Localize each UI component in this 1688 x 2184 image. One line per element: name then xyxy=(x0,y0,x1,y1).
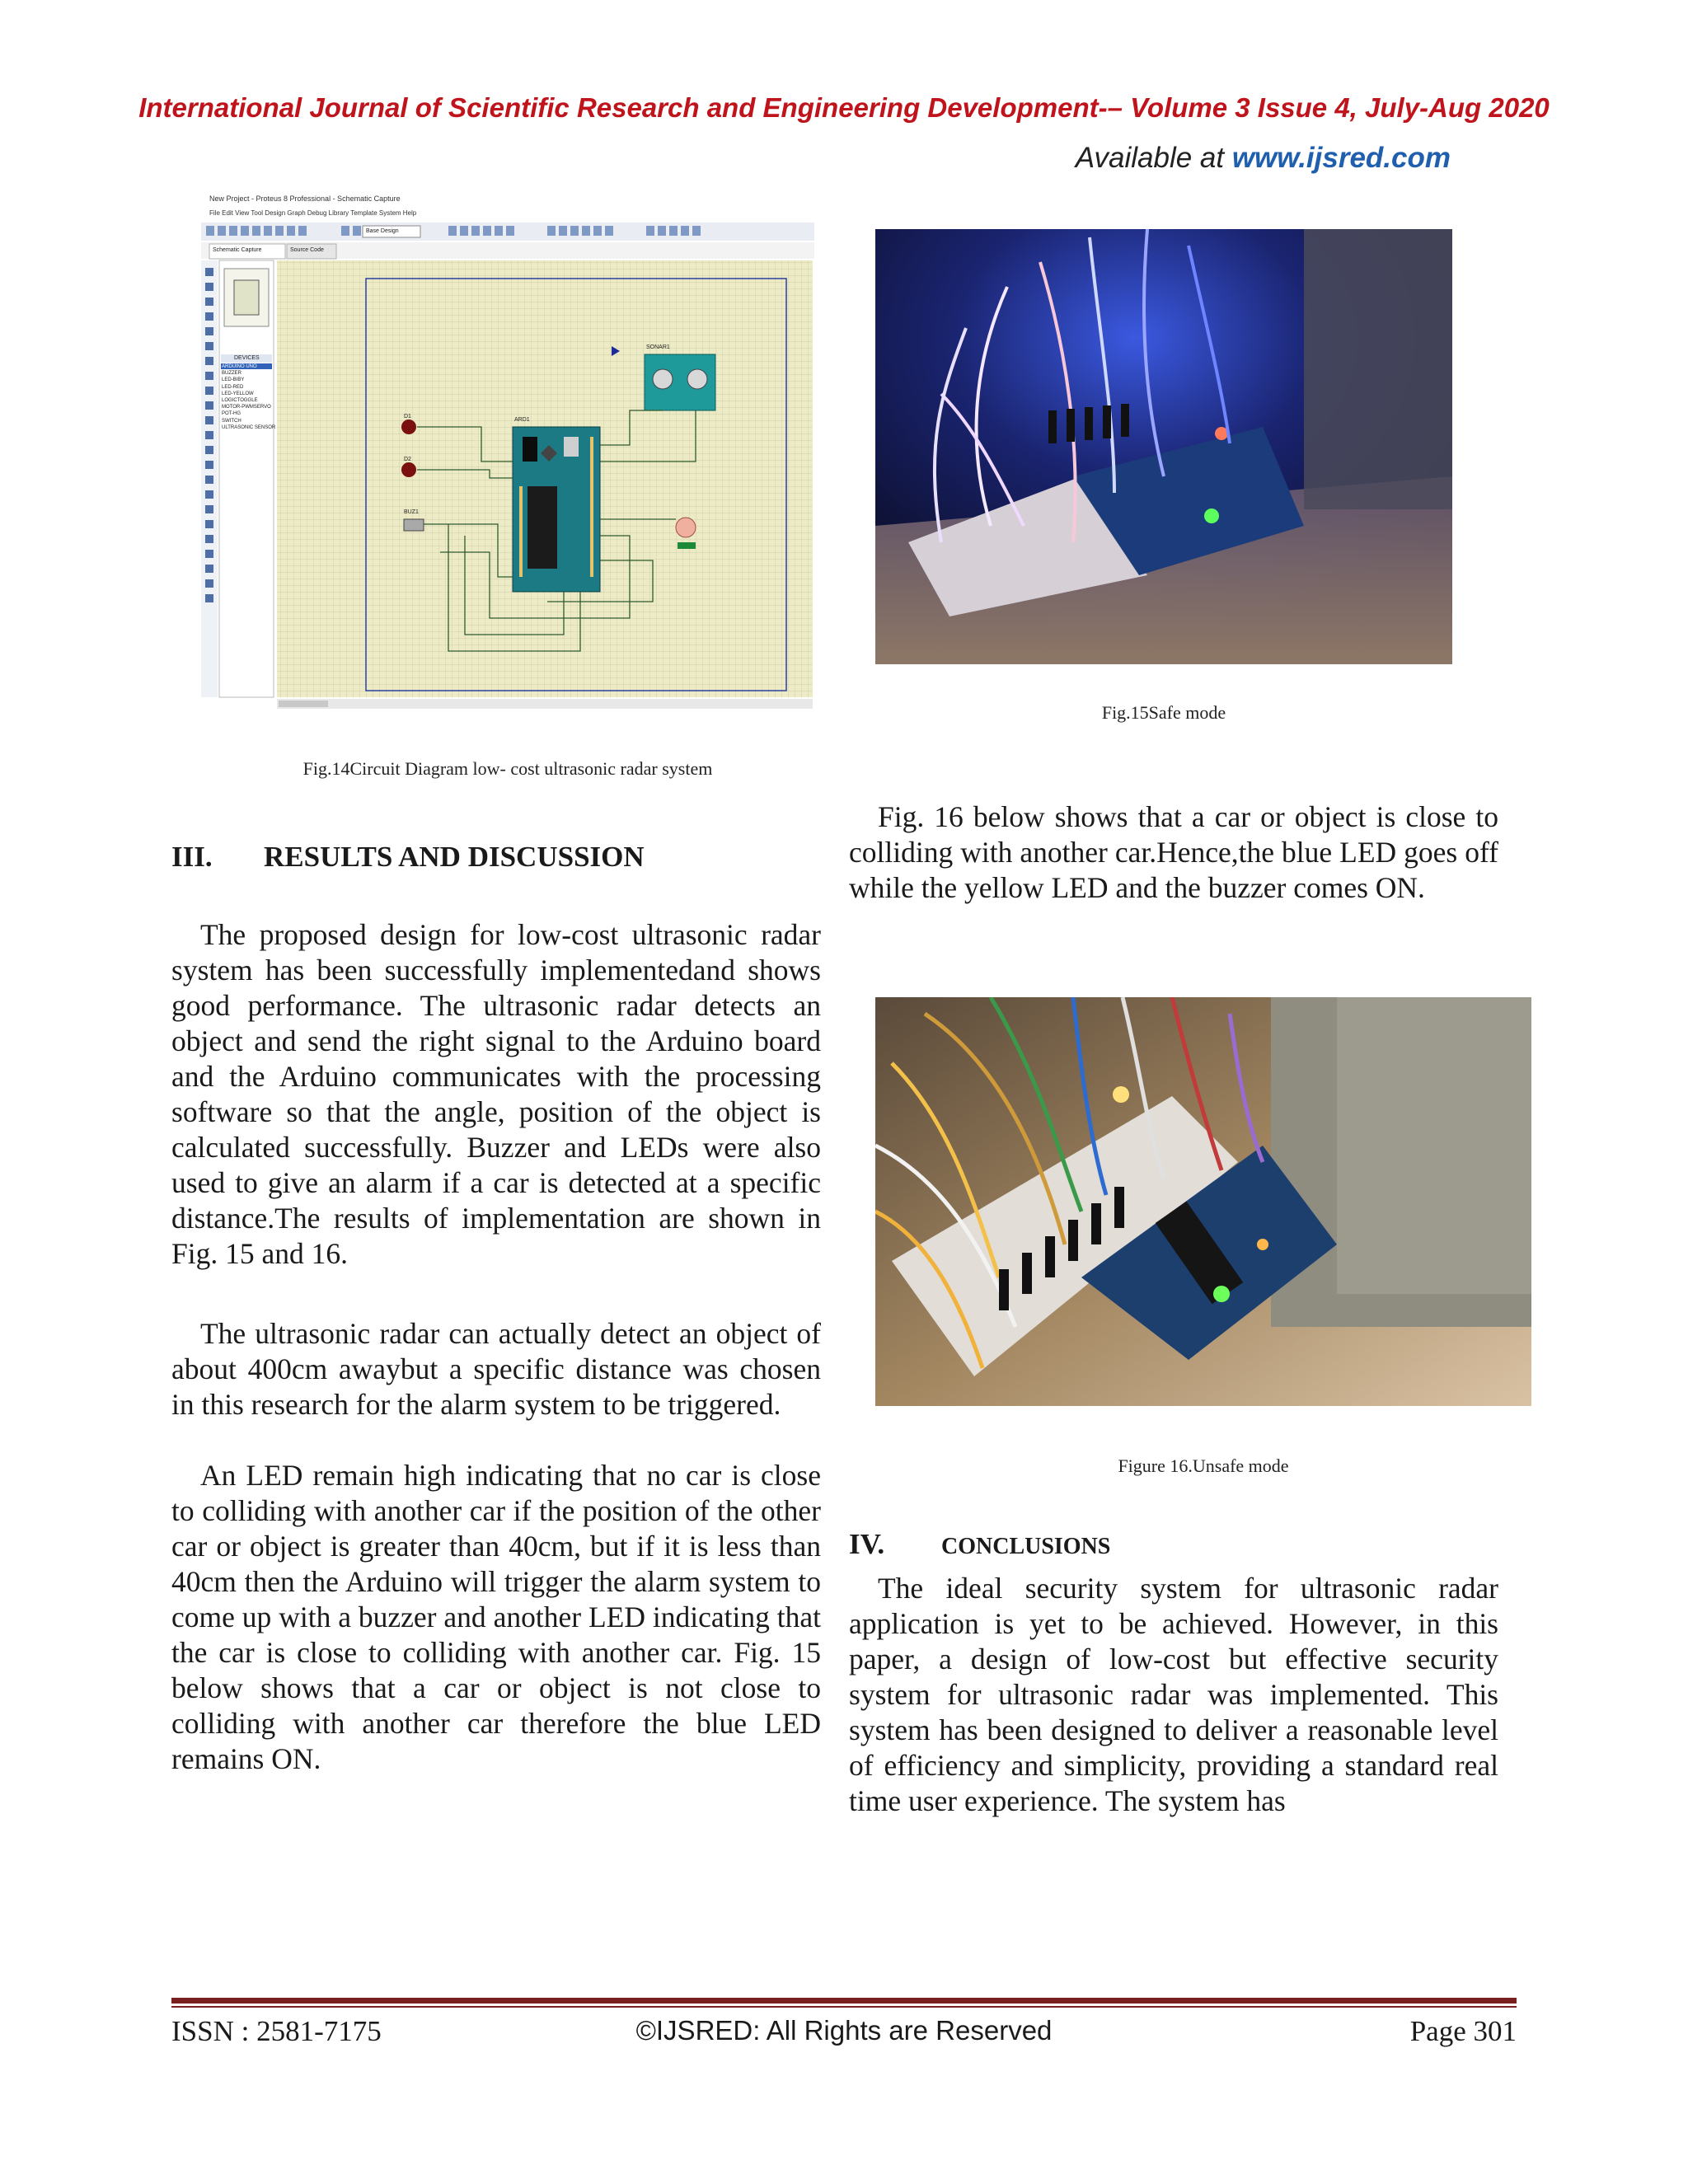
fig15-caption: Fig.15Safe mode xyxy=(1101,702,1226,723)
paragraph-conclusions: The ideal security system for ultrasonic radar application is yet to be achieved. However, in this paper, a design of low-cost but effective security system for ultrasonic radar was implemented. This system has been designed to deliver a reasonable level of efficiency and simplicity, providing a standard real time user experience. The system has xyxy=(849,1572,1498,1817)
device-item[interactable]: MOTOR-PWMSERVO xyxy=(222,405,271,410)
device-item[interactable]: ULTRASONIC SENSOR xyxy=(222,424,276,430)
unsafe-mode-photo-graphic xyxy=(875,997,1531,1406)
fig14-schematic-screenshot xyxy=(201,190,814,719)
footer-rule-thick xyxy=(171,1998,1517,2004)
section-title: CONCLUSIONS xyxy=(941,1534,1111,1559)
journal-header: International Journal of Scientific Research and Engineering Development-– Volume 3 Issue 4, July-Aug 2020 xyxy=(138,92,1550,123)
schematic-window-title: New Project - Proteus 8 Professional - Schematic Capture xyxy=(209,194,401,203)
footer-rights: ©IJSRED: All Rights are Reserved xyxy=(635,2015,1053,2046)
sonar-label: SONAR1 xyxy=(646,344,670,350)
fig16-caption: Figure 16.Unsafe mode xyxy=(1118,1455,1289,1476)
fig14-caption: Fig.14Circuit Diagram low- cost ultrasonic radar system xyxy=(302,758,713,779)
journal-website-link[interactable]: www.ijsred.com xyxy=(1231,142,1451,174)
footer-page-number: Page 301 xyxy=(1409,2015,1517,2047)
section-heading-results xyxy=(171,841,645,874)
section-title: RESULTS AND DISCUSSION xyxy=(264,841,645,873)
device-item[interactable]: ARDUINO UNO xyxy=(222,364,257,369)
paragraph-results-4: Fig. 16 below shows that a car or object is close to colliding with another car.Hence,the blue LED goes off while the yellow LED and the buzzer comes ON. xyxy=(849,800,1498,904)
devices-header: DEVICES xyxy=(234,355,260,361)
safe-mode-photo-graphic xyxy=(875,229,1452,664)
device-item[interactable]: LED-RED xyxy=(222,384,244,390)
schematic-window-graphic xyxy=(201,190,814,719)
buzzer-label: BUZ1 xyxy=(404,509,419,515)
arduino-label: ARD1 xyxy=(514,417,530,423)
fig16-unsafe-mode-photo xyxy=(875,997,1531,1406)
tab-source-code[interactable]: Source Code xyxy=(290,247,324,253)
fig15-safe-mode-photo xyxy=(875,229,1452,664)
paragraph-results-2: The ultrasonic radar can actually detect an object of about 400cm awaybut a specific distance was chosen in this research for the alarm system to be triggered. xyxy=(171,1317,821,1421)
device-item[interactable]: LOGICTOGGLE xyxy=(222,398,258,404)
footer-rule-thin xyxy=(171,2006,1517,2008)
devices-list xyxy=(222,363,275,431)
tab-schematic-capture[interactable]: Schematic Capture xyxy=(213,247,262,253)
design-dropdown[interactable]: Base Design xyxy=(366,228,399,234)
device-item[interactable]: LED-YELLOW xyxy=(222,391,254,396)
device-item[interactable]: SWITCH xyxy=(222,418,241,424)
section-number: IV. xyxy=(849,1528,885,1560)
footer-issn: ISSN : 2581-7175 xyxy=(171,2015,382,2047)
schematic-menu-bar[interactable]: File Edit View Tool Design Graph Debug Library Template System Help xyxy=(209,209,417,217)
led-d1-label: D1 xyxy=(404,414,411,419)
device-item[interactable]: POT-HG xyxy=(222,411,241,417)
paragraph-results-1: The proposed design for low-cost ultrasonic radar system has been successfully implementedand shows good performance. The ultrasonic radar detects an object and send the right signal to the Arduino board and the Arduino communicates with the processing software so that the angle, position of the object is calculated successfully. Buzzer and LEDs were also used to give an alarm if a car is detected at a specific distance.The results of implementation are shown in Fig. 15 and 16. xyxy=(171,918,821,1270)
section-heading-conclusions xyxy=(849,1528,1110,1561)
availability-line xyxy=(1076,142,1451,175)
device-item[interactable]: LED-BIBY xyxy=(222,377,245,383)
device-item[interactable]: BUZZER xyxy=(222,371,241,377)
led-d2-label: D2 xyxy=(404,457,411,462)
section-number: III. xyxy=(171,841,213,873)
available-prefix: Available at xyxy=(1075,142,1232,174)
paragraph-results-3: An LED remain high indicating that no car is close to colliding with another car if the position of the other car or object is greater than 40cm, but if it is less than 40cm then the Arduino will trigger the alarm system to come up with a buzzer and another LED indicating that the car is close to colliding with another car. Fig. 15 below shows that a car or object is not close to colliding with another car therefore the blue LED remains ON. xyxy=(171,1459,821,1775)
